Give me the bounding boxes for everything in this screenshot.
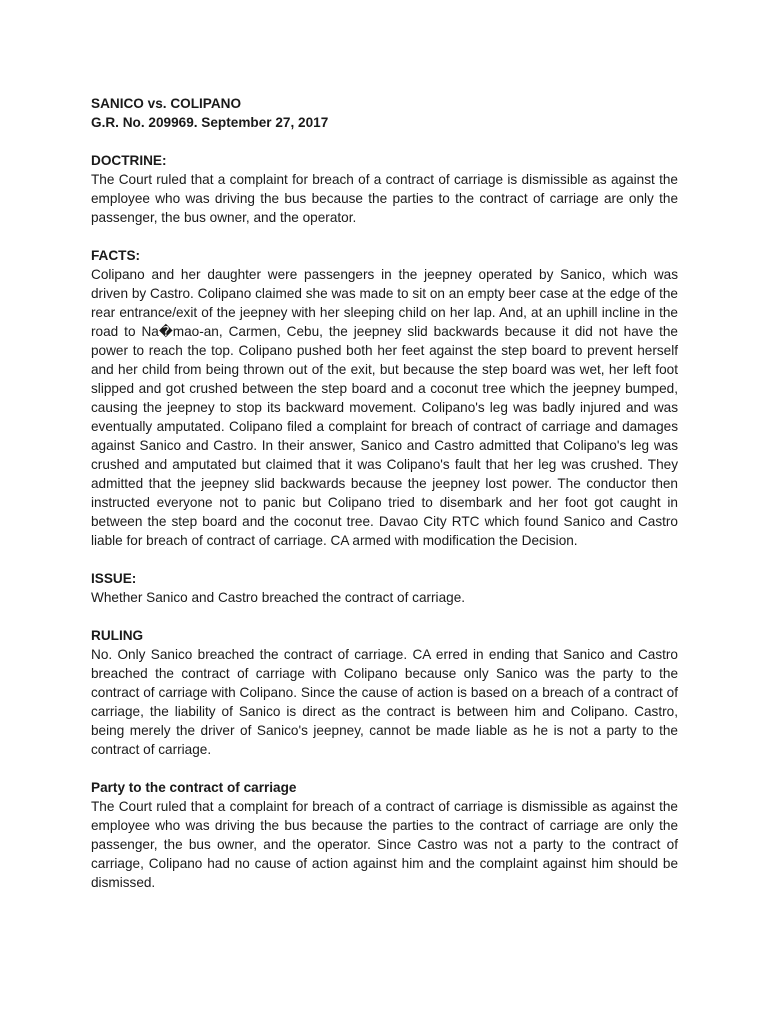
issue-section <box>91 569 678 607</box>
case-digest <box>91 94 678 911</box>
facts-heading: FACTS: <box>91 248 141 263</box>
party-heading: Party to the contract of carriage <box>91 780 297 795</box>
doctrine-heading: DOCTRINE: <box>91 153 167 168</box>
doctrine-section <box>91 151 678 227</box>
case-citation: G.R. No. 209969. September 27, 2017 <box>91 115 329 130</box>
case-title: SANICO vs. COLIPANO <box>91 96 242 111</box>
ruling-text: No. Only Sanico breached the contract of carriage. CA erred in ending that Sanico and Castro breached the contract of carriage with Colipano because only Sanico was the party to the contract of carriage with Colipano. Since the cause of action is based on a breach of a contract of carriage, the liability of Sanico is direct as the contract is between him and Colipano. Castro, being merely the driver of Sanico's jeepney, cannot be made liable as he is not a party to the contract of carriage. <box>91 647 678 757</box>
case-header <box>91 94 678 132</box>
party-section <box>91 778 678 892</box>
doctrine-text: The Court ruled that a complaint for breach of a contract of carriage is dismissible as against the employee who was driving the bus because the parties to the contract of carriage are only the passenger, the bus owner, and the operator. <box>91 172 678 225</box>
facts-section <box>91 246 678 550</box>
party-text: The Court ruled that a complaint for breach of a contract of carriage is dismissible as against the employee who was driving the bus because the parties to the contract of carriage are only the passenger, the bus owner, and the operator. Since Castro was not a party to the contract of carriage, Colipano had no cause of action against him and the complaint against him should be dismissed. <box>91 799 678 890</box>
issue-text: Whether Sanico and Castro breached the contract of carriage. <box>91 590 466 605</box>
ruling-heading: RULING <box>91 628 144 643</box>
ruling-section <box>91 626 678 759</box>
facts-text: Colipano and her daughter were passengers in the jeepney operated by Sanico, which was driven by Castro. Colipano claimed she was made to sit on an empty beer case at the edge of the rear entrance/exit of the jeepney with her sleeping child on her lap. And, at an uphill incline in the road to Na�mao-an, Carmen, Cebu, the jeepney slid backwards because it did not have the power to reach the top. Colipano pushed both her feet against the step board to prevent herself and her child from being thrown out of the exit, but because the step board was wet, her left foot slipped and got crushed between the step board and a coconut tree which the jeepney bumped, causing the jeepney to stop its backward movement. Colipano's leg was badly injured and was eventually amputated. Colipano filed a complaint for breach of contract of carriage and damages against Sanico and Castro. In their answer, Sanico and Castro admitted that Colipano's leg was crushed and amputated but claimed that it was Colipano's fault that her leg was crushed. They admitted that the jeepney slid backwards because the jeepney lost power. The conductor then instructed everyone not to panic but Colipano tried to disembark and her foot got caught in between the step board and the coconut tree. Davao City RTC which found Sanico and Castro liable for breach of contract of carriage. CA armed with modification the Decision. <box>91 267 678 548</box>
issue-heading: ISSUE: <box>91 571 137 586</box>
